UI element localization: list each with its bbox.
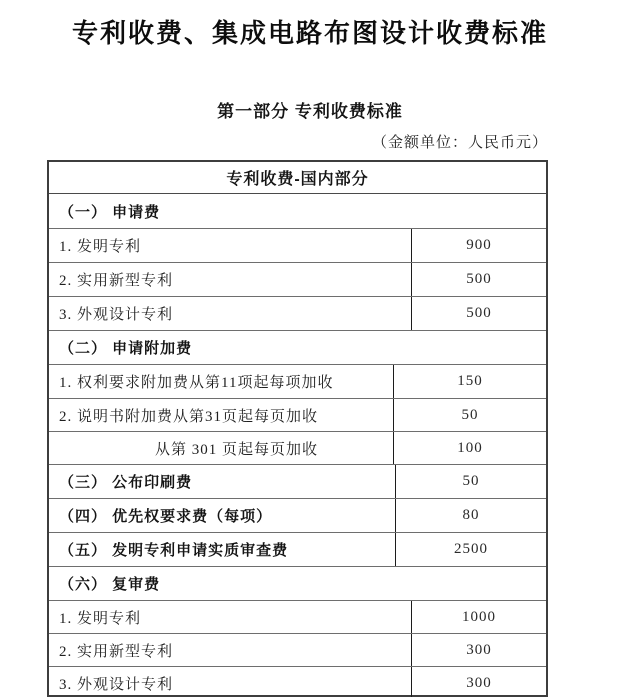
- fee-label: 2. 实用新型专利: [59, 643, 174, 660]
- fee-label: （五） 发明专利申请实质审查费: [59, 542, 289, 559]
- fee-label: 1. 发明专利: [59, 239, 142, 255]
- fee-value: 80: [395, 499, 546, 532]
- table-row: [49, 633, 546, 666]
- fee-label: 2. 说明书附加费从第31页起每页加收: [59, 408, 319, 425]
- table-row: [49, 364, 546, 398]
- currency-unit-note: （金额单位：人民币元）: [371, 135, 548, 151]
- fee-value: 50: [393, 399, 546, 431]
- part-one-heading: 第一部分 专利收费标准: [217, 102, 403, 121]
- table-row: [49, 398, 546, 431]
- section-label: （一） 申请费: [59, 203, 161, 221]
- fee-label: 1. 权利要求附加费从第11项起每项加收: [59, 375, 334, 391]
- fee-label: 3. 外观设计专利: [59, 676, 174, 693]
- section-label: （六） 复审费: [59, 576, 161, 593]
- fee-label: 1. 发明专利: [59, 610, 142, 627]
- section-row-reexamination-fee: [49, 566, 546, 600]
- table-title: 专利收费-国内部分: [226, 171, 369, 188]
- section-row-substantive-examination-fee: [49, 532, 546, 566]
- fee-value: 2500: [395, 533, 546, 566]
- fee-value: 300: [411, 667, 546, 697]
- table-row: [49, 600, 546, 633]
- fee-value: 50: [395, 465, 546, 498]
- table-row: [49, 296, 546, 330]
- section-row-publication-printing-fee: [49, 464, 546, 498]
- table-row: [49, 431, 546, 464]
- fee-label: 3. 外观设计专利: [59, 307, 174, 323]
- fee-value: 300: [411, 634, 546, 666]
- fee-value: 1000: [411, 601, 546, 633]
- fee-value: 100: [393, 432, 546, 464]
- patent-fee-table: [47, 160, 548, 697]
- fee-label: 从第 301 页起每页加收: [155, 441, 319, 458]
- fee-label: （三） 公布印刷费: [59, 474, 193, 491]
- section-row-priority-claim-fee: [49, 498, 546, 532]
- fee-value: 500: [411, 297, 546, 330]
- section-label: （二） 申请附加费: [59, 340, 193, 357]
- section-row-application-surcharge: [49, 330, 546, 364]
- fee-label: （四） 优先权要求费（每项）: [59, 508, 273, 525]
- fee-value: 500: [411, 263, 546, 296]
- document-title: 专利收费、集成电路布图设计收费标准: [71, 18, 548, 48]
- section-row-application-fee: [49, 194, 546, 228]
- table-row: [49, 262, 546, 296]
- fee-value: 900: [411, 229, 546, 262]
- table-header-row: [49, 162, 546, 194]
- table-row: [49, 666, 546, 697]
- fee-label: 2. 实用新型专利: [59, 273, 174, 289]
- table-row: [49, 228, 546, 262]
- fee-value: 150: [393, 365, 546, 398]
